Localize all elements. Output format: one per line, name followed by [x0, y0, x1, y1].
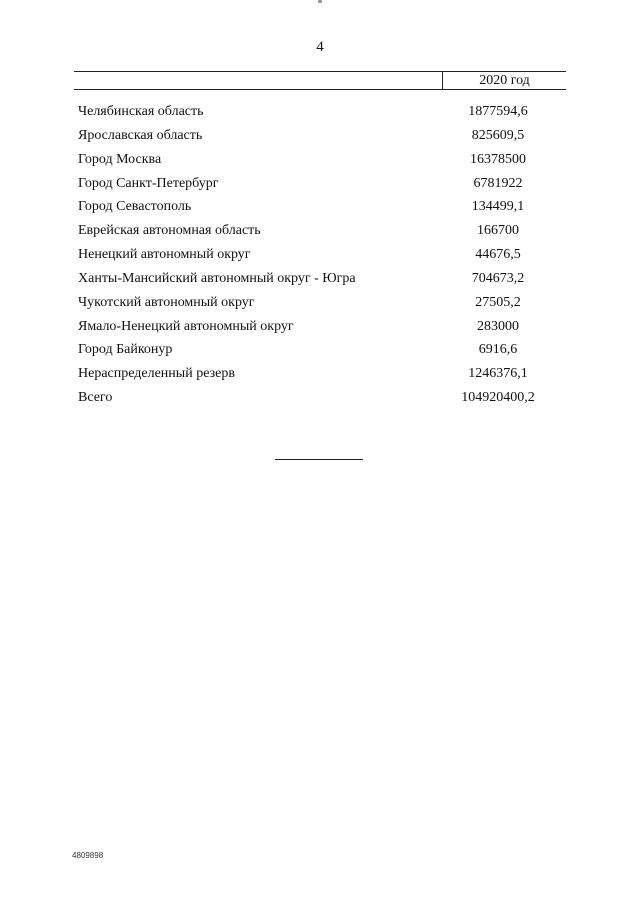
region-value: 1877594,6 — [468, 104, 528, 119]
region-name: Чукотский автономный округ — [78, 294, 255, 310]
table-row — [78, 246, 568, 270]
page-number: 4 — [316, 39, 324, 55]
table-header — [74, 70, 566, 92]
column-header-year: 2020 год — [479, 73, 530, 88]
region-value: 283000 — [477, 318, 519, 334]
region-name: Город Москва — [78, 151, 162, 167]
table-row — [78, 222, 568, 246]
table-body — [78, 103, 568, 413]
table-row — [78, 294, 568, 318]
table-row — [78, 365, 568, 389]
header-bottom-rule — [74, 89, 566, 90]
region-name: Челябинская область — [78, 104, 204, 119]
region-value: 27505,2 — [475, 294, 521, 310]
total-value: 104920400,2 — [461, 390, 535, 406]
table-row — [78, 341, 568, 365]
region-value: 825609,5 — [471, 127, 525, 143]
region-value: 134499,1 — [471, 199, 525, 215]
table-row — [78, 198, 568, 222]
region-name: Ханты-Мансийский автономный округ - Югра — [78, 270, 356, 286]
region-value: 166700 — [477, 223, 519, 239]
table-row — [78, 175, 568, 199]
region-name: Ярославская область — [78, 127, 203, 143]
region-value: 16378500 — [470, 151, 526, 167]
scan-mark — [318, 0, 322, 3]
region-value: 44676,5 — [475, 247, 521, 263]
total-label: Всего — [78, 390, 113, 406]
end-of-table-rule — [275, 459, 363, 460]
region-name: Ненецкий автономный округ — [78, 247, 251, 263]
region-value: 1246376,1 — [468, 366, 528, 382]
table-row-total — [78, 389, 568, 413]
region-value: 6916,6 — [478, 342, 518, 358]
region-name: Нераспределенный резерв — [78, 366, 235, 382]
region-name: Ямало-Ненецкий автономный округ — [78, 318, 294, 334]
region-name: Город Санкт-Петербург — [78, 175, 219, 191]
region-value: 704673,2 — [471, 270, 525, 286]
region-name: Еврейская автономная область — [78, 223, 261, 239]
region-name: Город Севастополь — [78, 199, 192, 215]
table-row — [78, 270, 568, 294]
document-code: 4809898 — [72, 851, 104, 860]
table-row — [78, 151, 568, 175]
region-name: Город Байконур — [78, 342, 173, 358]
table-row — [78, 127, 568, 151]
region-value: 6781922 — [473, 175, 523, 191]
table-row — [78, 103, 568, 127]
table-row — [78, 318, 568, 342]
